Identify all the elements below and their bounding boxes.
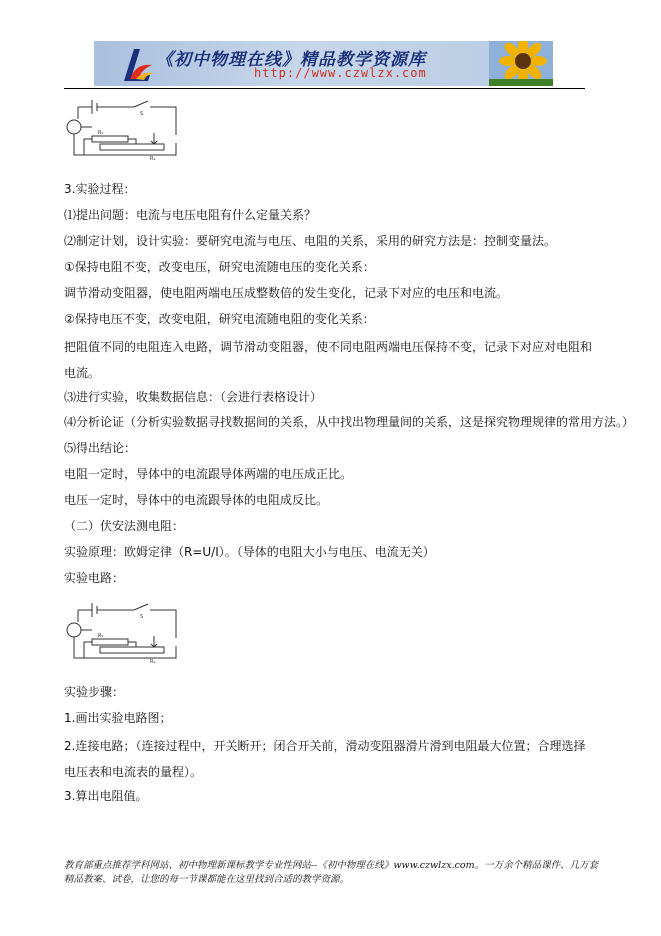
switch-label: S <box>140 614 144 620</box>
header-rule <box>64 88 585 89</box>
paragraph: 1.画出实验电路图； <box>64 711 172 725</box>
paragraph: ①保持电阻不变，改变电压，研究电流随电压的变化关系： <box>64 260 375 274</box>
switch-label: S <box>140 111 144 117</box>
paragraph: ②保持电压不变，改变电阻，研究电流随电阻的变化关系： <box>64 312 375 326</box>
paragraph: 调节滑动变阻器，使电阻两端电压成整数倍的发生变化，记录下对应的电压和电流。 <box>64 286 509 300</box>
resistor-r2-label: R₂ <box>150 156 156 162</box>
banner-url: http://www.czwlzx.com <box>254 66 427 80</box>
sunflower-icon <box>489 41 553 86</box>
paragraph: ⑴提出问题：电流与电压电阻有什么定量关系？ <box>64 208 317 222</box>
paragraph: ⑷分析论证（分析实验数据寻找数据间的关系，从中找出物理量间的关系，这是探究物理规律的常用方法。） <box>64 415 635 429</box>
paragraph: 3.实验过程： <box>64 182 136 196</box>
section-heading: （二）伏安法测电阻： <box>64 519 185 533</box>
paragraph: ⑸得出结论： <box>64 441 137 455</box>
paragraph: 实验原理：欧姆定律（R=U/I）。（导体的电阻大小与电压、电流无关） <box>64 545 435 559</box>
paragraph: ⑵制定计划，设计实验：要研究电流与电压、电阻的关系，采用的研究方法是：控制变量法。 <box>64 234 557 248</box>
circuit-diagram <box>64 600 184 666</box>
header-banner <box>94 41 553 86</box>
circuit-diagram <box>64 97 184 163</box>
paragraph: 把阻值不同的电阻连入电路，调节滑动变阻器，使不同电阻两端电压保持不变，记录下对应对电阻和电流。 <box>64 340 593 380</box>
resistor-r1-label: R₁ <box>98 130 104 136</box>
paragraph: ⑶进行实验，收集数据信息：（会进行表格设计） <box>64 390 323 404</box>
paragraph: 实验步骤： <box>64 685 125 699</box>
paragraph: 电阻一定时，导体中的电流跟导体两端的电压成正比。 <box>64 467 353 481</box>
paragraph: 2.连接电路；（连接过程中，开关断开；闭合开关前，滑动变阻器滑片滑到电阻最大位置；合理选择电压表和电流表的量程）。 <box>64 739 586 779</box>
page-footer: 教育部重点推荐学科网站、初中物理新课标教学专业性网站--《初中物理在线》www.czwlzx.com。一万余个精品课件、几万套精品教案、试卷，让您的每一节课都能在这里找到合适的教学资源。 <box>64 860 599 885</box>
paragraph: 3.算出电阻值。 <box>64 789 148 803</box>
resistor-r1-label: R₁ <box>98 633 104 639</box>
resistor-r2-label: R₂ <box>150 659 156 665</box>
site-logo-icon <box>116 45 156 83</box>
paragraph: 实验电路： <box>64 571 125 585</box>
banner-title: 《初中物理在线》精品教学资源库 <box>156 50 426 70</box>
paragraph: 电压一定时，导体中的电流跟导体的电阻成反比。 <box>64 493 329 507</box>
